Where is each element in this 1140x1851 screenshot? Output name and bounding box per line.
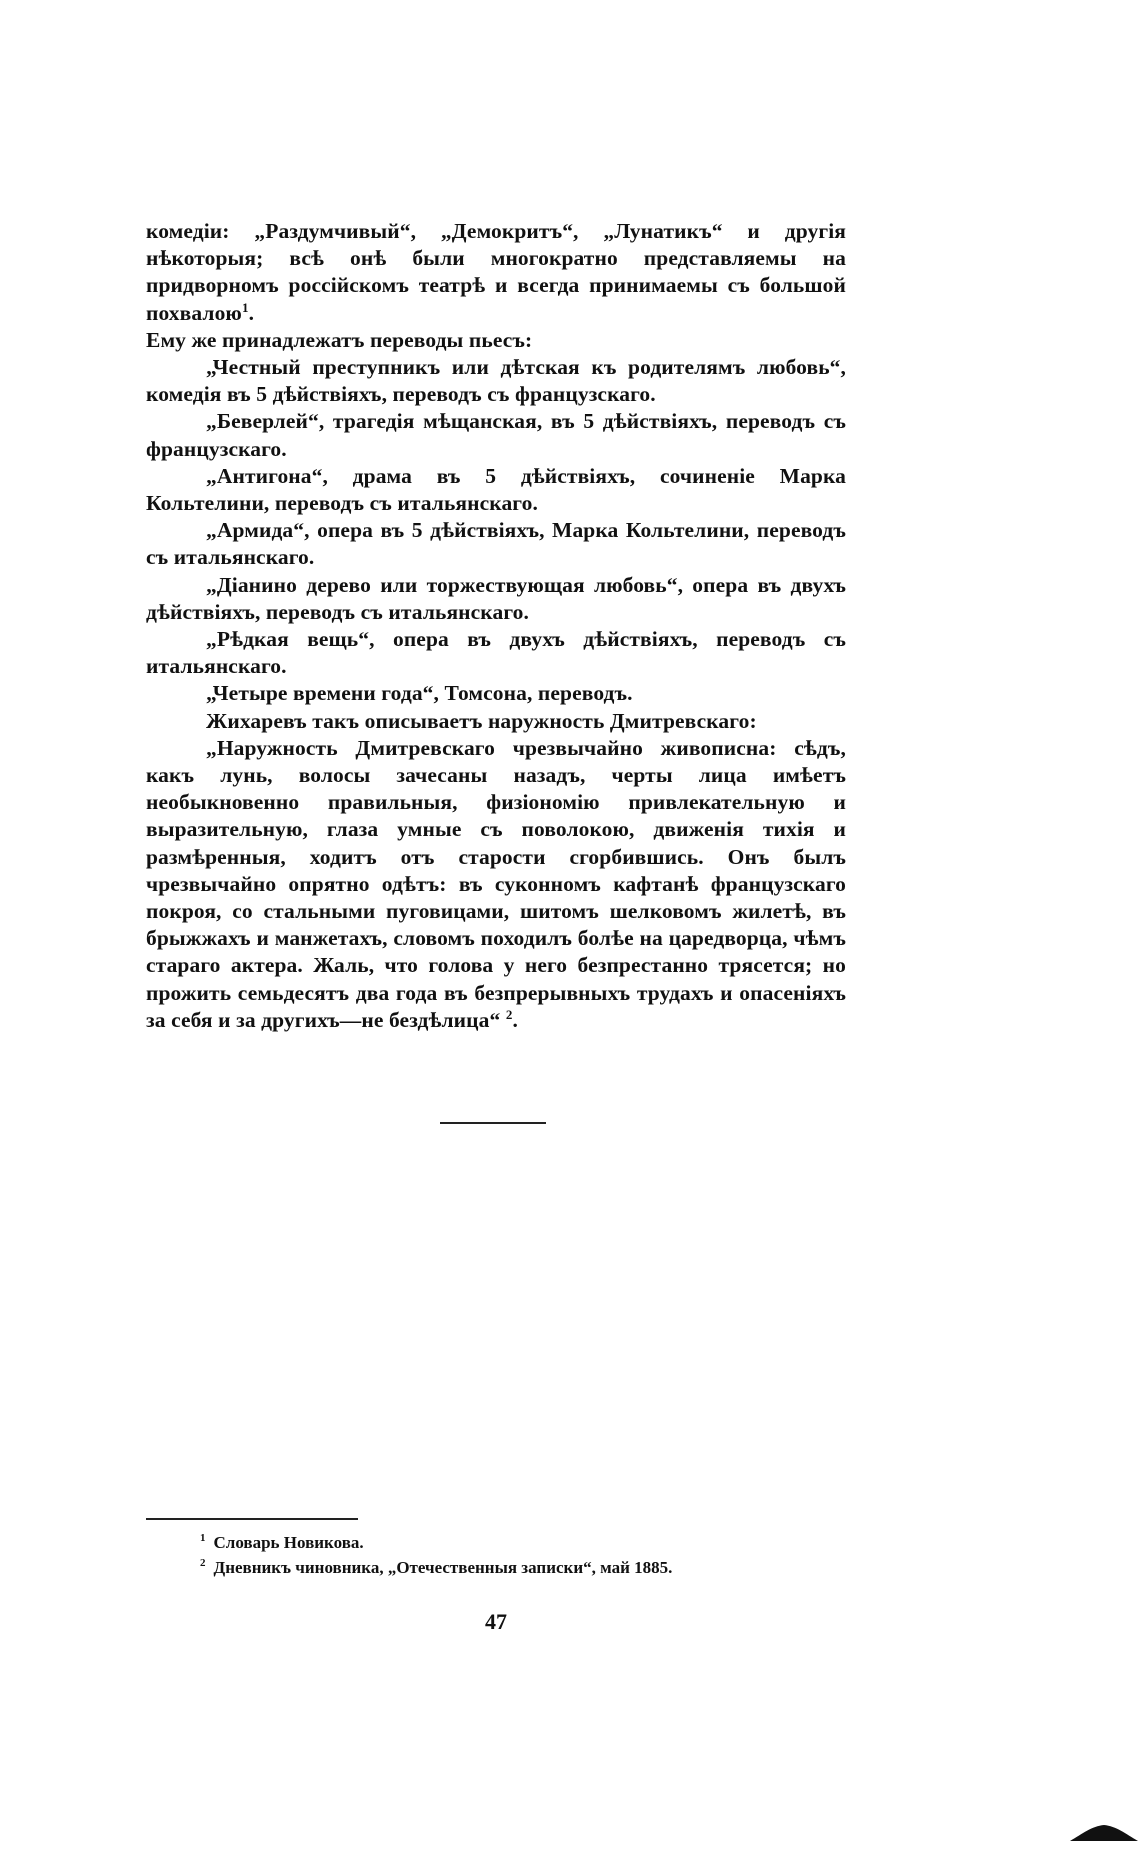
footnote-ref[interactable]: 1 bbox=[241, 299, 249, 315]
paragraph: „Беверлей“, трагедія мѣщанская, въ 5 дѣйствіяхъ, переводъ съ французскаго. bbox=[146, 409, 846, 461]
paragraph: „Честный преступникъ или дѣтская къ родителямъ любовь“, комедія въ 5 дѣйствіяхъ, переводъ съ французскаго. bbox=[146, 355, 846, 407]
punctuation: . bbox=[248, 300, 255, 325]
punctuation: . bbox=[512, 1007, 518, 1032]
footnote-text: Дневникъ чиновника, „Отечественныя записки“, май 1885. bbox=[213, 1558, 673, 1577]
footnote-number: 1 bbox=[200, 1532, 206, 1545]
paragraph: „Рѣдкая вещь“, опера въ двухъ дѣйствіяхъ, переводъ съ итальянскаго. bbox=[146, 627, 846, 679]
paragraph: „Антигона“, драма въ 5 дѣйствіяхъ, сочиненіе Марка Кольтелини, переводъ съ итальянскаго. bbox=[146, 463, 846, 516]
footnote-ref[interactable]: 2 bbox=[505, 1006, 513, 1022]
paragraph: „Діанино дерево или торжествующая любовь“, опера въ двухъ дѣйствіяхъ, переводъ съ итальянскаго. bbox=[146, 572, 846, 624]
main-text bbox=[146, 218, 846, 1034]
quote-paragraph bbox=[146, 735, 846, 1034]
paragraph bbox=[146, 218, 846, 327]
footnote-text: Словарь Новикова. bbox=[213, 1533, 364, 1552]
footnote bbox=[200, 1555, 800, 1580]
paragraph: „Четыре времени года“, Томсона, переводъ. bbox=[206, 681, 633, 706]
paragraph: „Армида“, опера въ 5 дѣйствіяхъ, Марка Кольтелини, переводъ съ итальянскаго. bbox=[146, 518, 846, 570]
footnote-rule bbox=[146, 1518, 358, 1520]
scan-corner-mark bbox=[1068, 1822, 1140, 1842]
paragraph: Жихаревъ такъ описываетъ наружность Дмитревскаго: bbox=[206, 708, 757, 733]
paragraph: Ему же принадлежатъ переводы пьесъ: bbox=[146, 327, 533, 352]
footnote-number: 2 bbox=[200, 1557, 206, 1570]
paragraph-text: комедіи: „Раздумчивый“, „Демокритъ“, „Лунатикъ“ и другія нѣкоторыя; всѣ онѣ были многократно представляемы на придворномъ россійскомъ театрѣ и всегда принимаемы съ большой похвалою bbox=[146, 219, 846, 325]
section-divider bbox=[440, 1122, 546, 1124]
footnote bbox=[200, 1530, 800, 1555]
page-number: 47 bbox=[485, 1609, 507, 1634]
footnotes bbox=[200, 1530, 800, 1580]
quote-text: „Наружность Дмитревскаго чрезвычайно живописна: сѣдъ, какъ лунь, волосы зачесаны назадъ, черты лица имѣетъ необыкновенно правильныя, физіономію привлекательную и выразительную, глаза умные съ поволокою, движенія тихія и размѣренныя, ходитъ отъ старости сгорбившись. Онъ былъ чрезвычайно опрятно одѣтъ: въ суконномъ кафтанѣ французскаго покроя, со стальными пуговицами, шитомъ шелковомъ жилетѣ, въ брыжжахъ и манжетахъ, словомъ походилъ болѣе на царедворца, чѣмъ стараго актера. Жаль, что голова у него безпрестанно трясется; но прожить семьдесятъ два года въ безпрерывныхъ трудахъ и опасеніяхъ за себя и за другихъ—не бездѣлица“ bbox=[146, 735, 846, 1032]
